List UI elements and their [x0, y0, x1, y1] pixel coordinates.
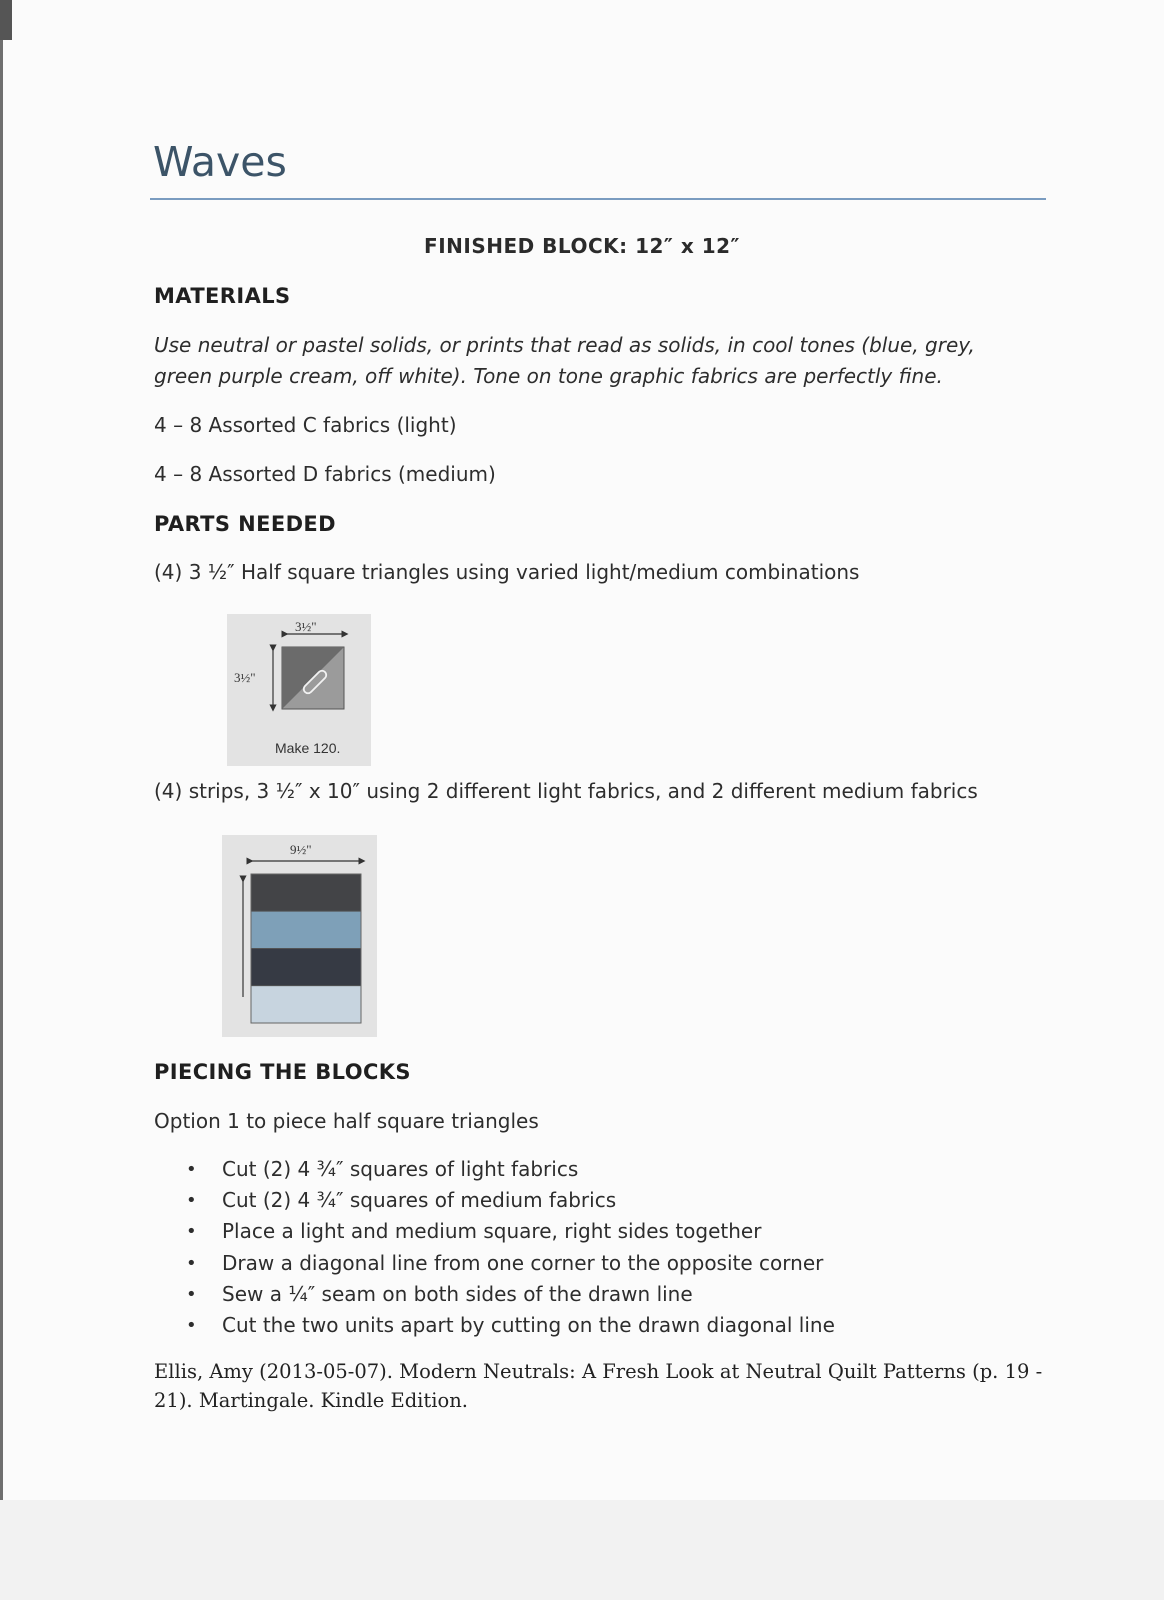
hst-side-dimension: 3½": [234, 670, 256, 685]
hst-requirement: (4) 3 ½″ Half square triangles using varied light/medium combinations: [154, 560, 860, 584]
scan-corner: [0, 0, 12, 40]
fabric-strip: [251, 874, 361, 911]
scan-bottom-shade: [0, 1500, 1164, 1600]
finished-block-size: FINISHED BLOCK: 12″ x 12″: [424, 234, 740, 258]
parts-needed-heading: PARTS NEEDED: [154, 512, 336, 536]
fabric-strip: [251, 949, 361, 986]
piecing-heading: PIECING THE BLOCKS: [154, 1060, 411, 1084]
strips-figure: [222, 835, 377, 1037]
list-item: • Cut (2) 4 ¾″ squares of medium fabrics: [186, 1185, 835, 1216]
materials-heading: MATERIALS: [154, 284, 291, 308]
materials-item-light: 4 – 8 Assorted C fabrics (light): [154, 413, 457, 437]
fabric-strip: [251, 986, 361, 1023]
list-item: • Cut (2) 4 ¾″ squares of light fabrics: [186, 1154, 835, 1185]
page-title: Waves: [153, 138, 287, 186]
hst-figure: [227, 614, 371, 766]
list-item: • Draw a diagonal line from one corner to the opposite corner: [186, 1248, 835, 1279]
hst-caption: Make 120.: [275, 740, 341, 756]
strips-diagram: [222, 835, 377, 1037]
list-item: • Place a light and medium square, right sides together: [186, 1216, 835, 1247]
list-item: • Cut the two units apart by cutting on the drawn diagonal line: [186, 1310, 835, 1341]
materials-description: Use neutral or pastel solids, or prints that read as solids, in cool tones (blue, grey, green purple cream, off white). Tone on tone graphic fabrics are perfectly fine.: [154, 333, 975, 388]
hst-top-dimension: 3½": [295, 619, 317, 634]
piecing-option: Option 1 to piece half square triangles: [154, 1109, 539, 1133]
strips-top-dimension: 9½": [290, 842, 312, 857]
citation: Ellis, Amy (2013-05-07). Modern Neutrals: A Fresh Look at Neutral Quilt Patterns (p. 19 - 21). Martingale. Kindle Edition.: [154, 1360, 1043, 1412]
fabric-strip: [251, 911, 361, 948]
title-rule: [150, 198, 1046, 200]
piecing-steps-list: [186, 1154, 835, 1341]
strips-requirement: (4) strips, 3 ½″ x 10″ using 2 different light fabrics, and 2 different medium fabrics: [154, 779, 978, 803]
strip-stack: [251, 874, 361, 1023]
materials-item-medium: 4 – 8 Assorted D fabrics (medium): [154, 462, 496, 486]
list-item: • Sew a ¼″ seam on both sides of the drawn line: [186, 1279, 835, 1310]
